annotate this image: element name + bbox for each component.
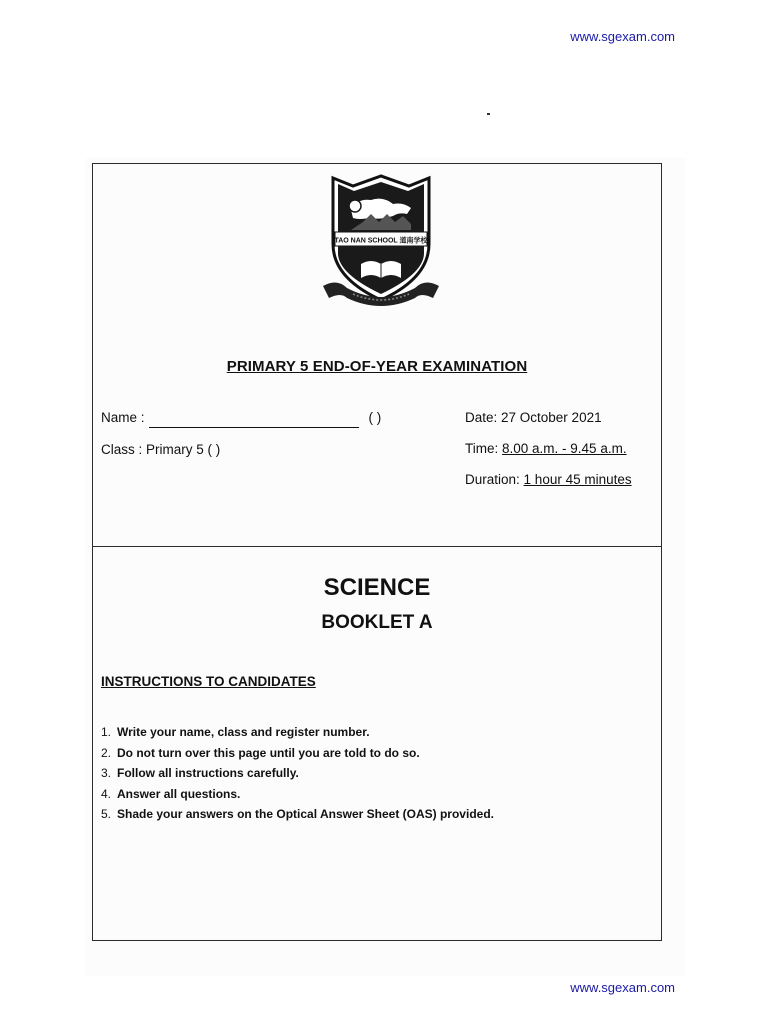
duration-value: 1 hour 45 minutes [523,472,632,487]
exam-duration [465,472,632,487]
class-label: Class : Primary 5 ( ) [101,442,221,457]
booklet-title: BOOKLET A [321,612,433,633]
school-crest-logo [323,174,439,306]
time-label: Time: [465,441,499,456]
list-item: 4. Answer all questions. [101,786,241,801]
exam-title: PRIMARY 5 END-OF-YEAR EXAMINATION [226,358,528,375]
website-link-top[interactable]: www.sgexam.com [570,29,675,44]
instructions-list [101,722,494,825]
list-item: 1. Write your name, class and register number. [101,725,370,739]
exam-time [465,441,627,456]
list-item: 2. Do not turn over this page until you are told to do so. [101,745,420,760]
crest-school-name: TAO NAN SCHOOL 道南学校 [334,237,428,245]
register-number-bracket: ( ) [368,410,382,425]
duration-label: Duration: [465,472,520,487]
scan-speck [487,113,490,115]
website-link-bottom[interactable]: www.sgexam.com [570,980,675,995]
section-divider [93,546,661,547]
subject-title: SCIENCE [323,574,431,601]
name-blank-line[interactable] [149,412,359,428]
exam-date: Date: 27 October 2021 [465,410,602,425]
list-item: 3. Follow all instructions carefully. [101,766,299,781]
instructions-heading: INSTRUCTIONS TO CANDIDATES [101,674,316,689]
name-label: Name : [101,410,145,425]
time-value: 8.00 a.m. - 9.45 a.m. [502,441,627,456]
exam-cover-sheet [92,163,662,941]
list-item: 5. Shade your answers on the Optical Answer Sheet (OAS) provided. [101,807,494,822]
name-field-row [101,410,381,428]
